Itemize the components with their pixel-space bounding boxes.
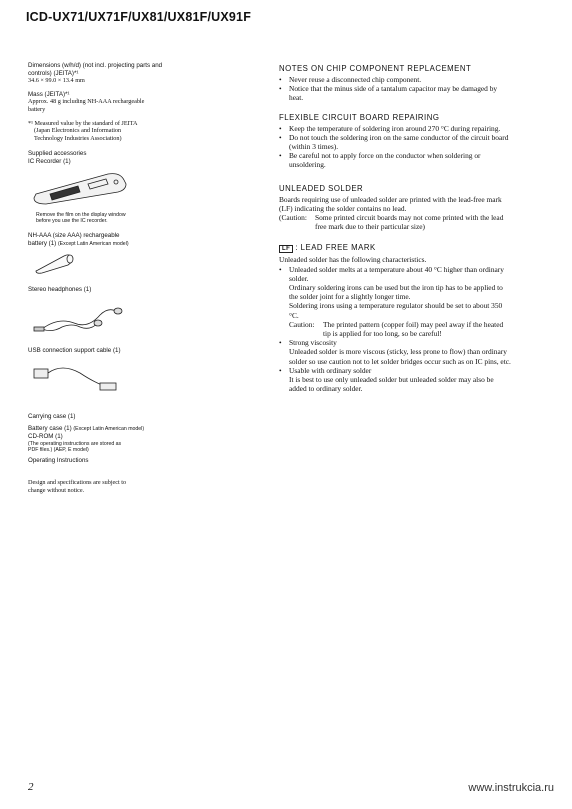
flex-heading: FLEXIBLE CIRCUIT BOARD REPAIRING xyxy=(279,112,440,122)
list-item: • Be careful not to apply force on the conductor when soldering or unsoldering. xyxy=(279,151,481,170)
cdrom-note-line: PDF files.) (AEP, E model) xyxy=(28,446,89,453)
document-title: ICD-UX71/UX71F/UX81/UX81F/UX91F xyxy=(26,10,252,24)
battery-label xyxy=(28,232,258,247)
lf-paragraph: Unleaded solder is more viscous (sticky, less prone to flow) than ordinary solder so use caution not to let solder bridges occur such as on IC pins, etc. xyxy=(289,347,511,366)
page-number: 2 xyxy=(28,781,34,793)
lf-heading-text: : LEAD FREE MARK xyxy=(295,243,376,253)
lf-paragraph: It is best to use only unleaded solder but unleaded solder may also be added to ordinary solder. xyxy=(289,375,494,394)
list-item: • Notice that the minus side of a tantalum capacitor may be damaged by heat. xyxy=(279,84,498,103)
film-note-line: before you use the IC recorder. xyxy=(36,217,108,224)
lf-section xyxy=(279,255,511,393)
ic-recorder-illustration xyxy=(28,166,138,206)
list-item: • Never reuse a disconnected chip component. xyxy=(279,75,422,84)
battery-note: (Except Latin American model) xyxy=(57,240,129,247)
caution-label: (Caution: xyxy=(279,213,307,223)
design-note-line: Design and specifications are subject to xyxy=(28,478,127,486)
usb-cable-label: USB connection support cable (1) xyxy=(28,347,121,355)
footnote-line: (Japan Electronics and Information xyxy=(34,127,122,135)
carrying-case-label: Carrying case (1) xyxy=(28,412,76,420)
battery-case-text: Battery case (1) xyxy=(28,425,72,433)
right-column xyxy=(279,64,511,393)
accessories-heading: Supplied accessories xyxy=(28,150,87,158)
film-note-line: Remove the film on the display window xyxy=(36,211,126,218)
list-item: • Strong viscosity xyxy=(279,338,337,348)
list-item: • Do not touch the soldering iron on the same conductor of the circuit board (within 3 times). xyxy=(279,132,509,152)
film-note xyxy=(28,212,258,225)
list-item: • Keep the temperature of soldering iron around 270 °C during repairing. xyxy=(279,123,501,133)
list-item: • Usable with ordinary solder xyxy=(279,365,372,375)
caution-label: Caution: xyxy=(289,319,315,329)
dimensions-label: Dimensions (w/h/d) (not incl. projecting parts and controls) (JEITA)*¹ xyxy=(28,62,163,77)
unleaded-caution xyxy=(279,213,511,231)
mass-label: Mass (JEITA)*¹ xyxy=(28,90,70,98)
unleaded-paragraph: Boards requiring use of unleaded solder are printed with the lead-free mark (LF) indicating the solder contains no lead. xyxy=(279,194,502,213)
caution-text: The printed pattern (copper foil) may peel away if the heated tip is applied for too long, so be careful! xyxy=(323,319,504,339)
design-note-line: change without notice. xyxy=(28,486,85,494)
footnote xyxy=(28,120,188,143)
watermark: www.instrukcia.ru xyxy=(468,782,554,794)
cdrom-label: CD-ROM (1) xyxy=(28,432,63,440)
list-item: • Unleaded solder melts at a temperature about 40 °C higher than ordinary solder. xyxy=(279,264,504,283)
dimensions-value: 34.6 × 99.0 × 13.4 mm xyxy=(28,77,85,85)
lf-intro: Unleaded solder has the following characteristics. xyxy=(279,255,427,265)
footnote-line: Technology Industries Association) xyxy=(34,134,122,142)
battery-line: battery (1) xyxy=(28,239,57,247)
left-column xyxy=(28,62,258,494)
mass-value: Approx. 48 g including NH-AAA rechargeable battery xyxy=(28,98,145,113)
design-note xyxy=(28,479,258,494)
caution-text: Some printed circuit boards may not come printed with the lead free mark due to their particular size) xyxy=(315,213,504,232)
chip-list xyxy=(279,75,511,103)
lead-free-mark-icon: LF xyxy=(279,245,293,253)
lf-caution xyxy=(279,320,511,338)
battery-line: NH-AAA (size AAA) rechargeable xyxy=(28,232,120,240)
battery-case-note: (Except Latin American model) xyxy=(73,426,145,433)
footnote-line: *¹ Measured value by the standard of JEITA xyxy=(28,119,138,127)
operating-instructions-label: Operating Instructions xyxy=(28,457,89,465)
flex-list xyxy=(279,124,511,170)
lf-paragraph: Ordinary soldering irons can be used but the iron tip has to be applied to the solder joint for a slightly longer time. xyxy=(289,283,503,302)
chip-heading: NOTES ON CHIP COMPONENT REPLACEMENT xyxy=(279,64,472,73)
lf-paragraph: Soldering irons using a temperature regulator should be set to about 350 °C. xyxy=(289,301,503,320)
unleaded-heading: UNLEADED SOLDER xyxy=(279,183,364,193)
usb-cable-illustration xyxy=(28,355,128,399)
cdrom-note-line: (The operating instructions are stored as xyxy=(28,440,122,447)
cdrom-note xyxy=(28,441,258,454)
lf-heading xyxy=(279,243,511,253)
headphones-label: Stereo headphones (1) xyxy=(28,285,92,293)
battery-case-label xyxy=(28,425,258,433)
ic-recorder-label: IC Recorder (1) xyxy=(28,157,71,165)
headphones-illustration xyxy=(28,293,128,339)
battery-illustration xyxy=(28,250,88,274)
